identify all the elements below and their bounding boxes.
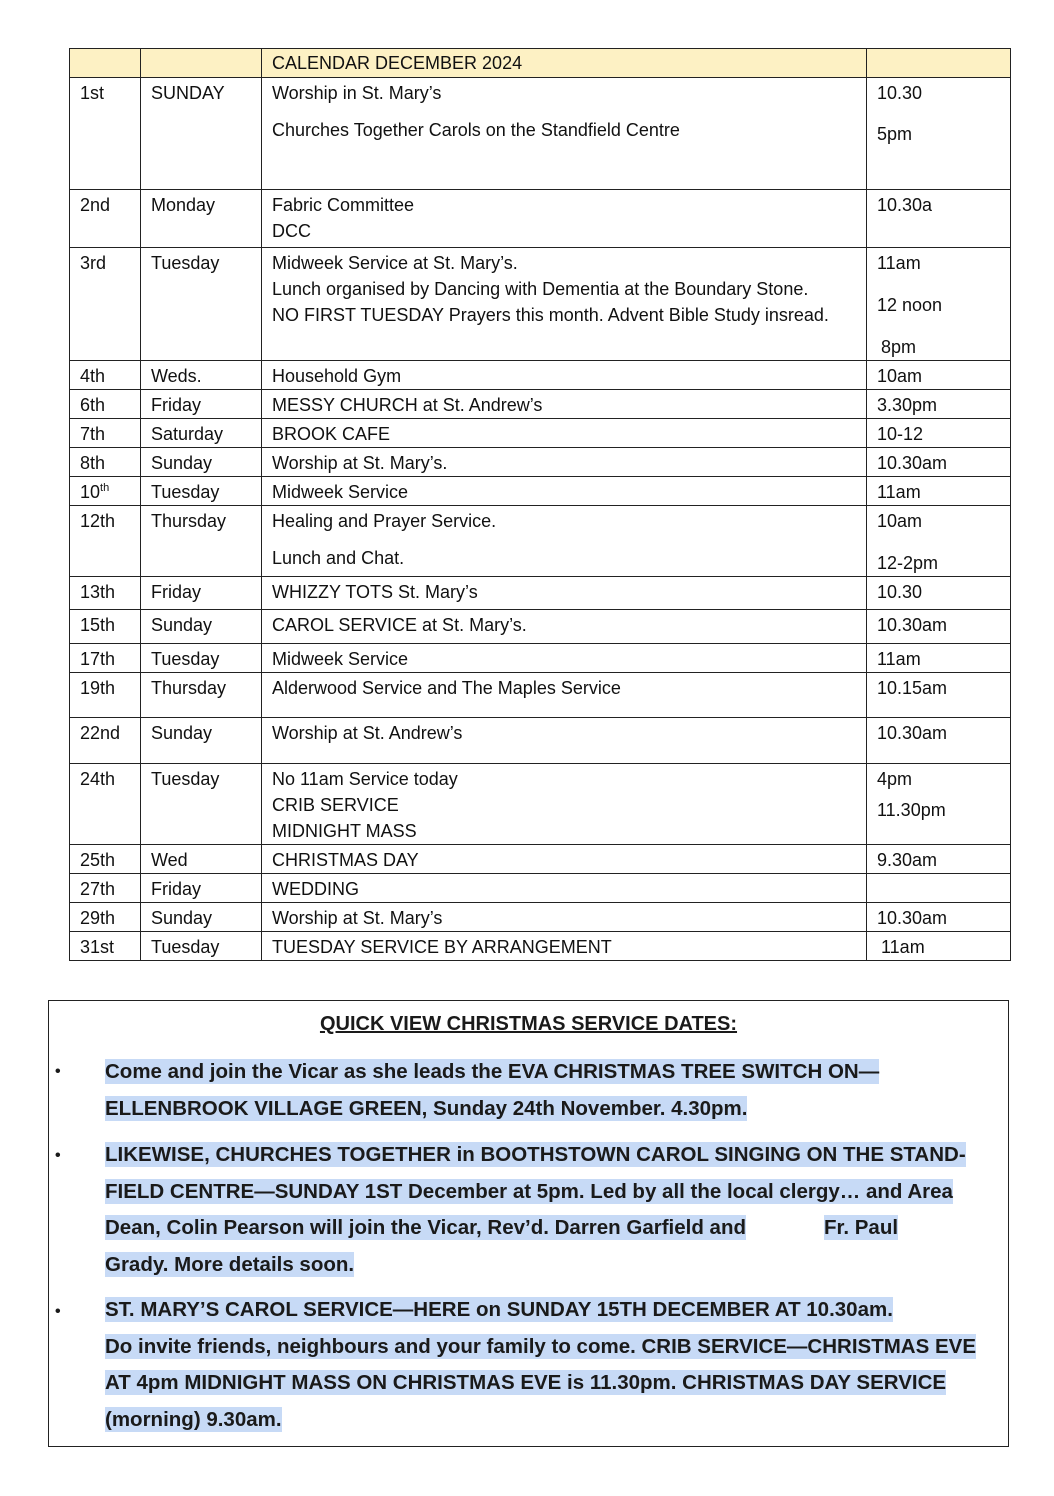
row-events (262, 190, 867, 248)
event-line: Fabric Committee (272, 195, 415, 215)
row-weekday: Friday (141, 577, 262, 610)
time-line: 4pm (877, 769, 913, 789)
row-events: CAROL SERVICE at St. Mary’s. (262, 610, 867, 644)
bullet-icon: • (55, 1303, 61, 1320)
calendar-header-row (70, 49, 1011, 78)
item-line: (morning) 9.30am. (105, 1407, 282, 1431)
quick-view-item-tree-switch-on (105, 1054, 1005, 1127)
row-day: 19th (70, 673, 141, 718)
table-row (70, 361, 1011, 390)
row-weekday: Tuesday (141, 932, 262, 961)
row-day-suffix: th (100, 482, 110, 494)
table-row (70, 903, 1011, 932)
row-day: 3rd (70, 248, 141, 361)
item-line: AT 4pm MIDNIGHT MASS ON CHRISTMAS EVE is 11.30pm. CHRISTMAS DAY SERVICE (105, 1371, 947, 1394)
row-weekday: Saturday (141, 419, 262, 448)
row-weekday: Thursday (141, 673, 262, 718)
row-day: 24th (70, 764, 141, 845)
row-day: 2nd (70, 190, 141, 248)
time-line: 11.30pm (877, 800, 946, 820)
row-events (262, 248, 867, 361)
item-line: LIKEWISE, CHURCHES TOGETHER in BOOTHSTOWN CAROL SINGING ON THE STAND- (105, 1143, 966, 1166)
event-line: CRIB SERVICE (272, 795, 399, 815)
row-times: 11am (867, 644, 1011, 673)
row-times: 11am (867, 477, 1011, 506)
item-line: Come and join the Vicar as she leads the EVA CHRISTMAS TREE SWITCH ON— (105, 1060, 880, 1083)
row-events: CHRISTMAS DAY (262, 845, 867, 874)
header-cell-day (70, 49, 141, 78)
table-row (70, 477, 1011, 506)
header-cell-weekday (141, 49, 262, 78)
row-day: 22nd (70, 718, 141, 764)
table-row (70, 673, 1011, 718)
event-line: Worship in St. Mary’s (272, 83, 442, 103)
event-line: NO FIRST TUESDAY Prayers this month. Advent Bible Study insread. (272, 305, 829, 325)
row-times: 3.30pm (867, 390, 1011, 419)
row-events: Worship at St. Mary’s. (262, 448, 867, 477)
event-line: Churches Together Carols on the Standfield Centre (272, 120, 680, 140)
item-line: ST. MARY’S CAROL SERVICE—HERE on SUNDAY 15TH DECEMBER AT 10.30am. (105, 1298, 893, 1321)
row-weekday: Thursday (141, 506, 262, 577)
row-times (867, 78, 1011, 190)
row-weekday: Sunday (141, 448, 262, 477)
row-day: 6th (70, 390, 141, 419)
row-day: 27th (70, 874, 141, 903)
table-row (70, 764, 1011, 845)
table-row (70, 874, 1011, 903)
row-day: 8th (70, 448, 141, 477)
row-weekday: Weds. (141, 361, 262, 390)
row-day: 1st (70, 78, 141, 190)
row-day: 31st (70, 932, 141, 961)
bullet-icon: • (55, 1147, 61, 1164)
row-times: 10.30am (867, 610, 1011, 644)
row-times: 10.30am (867, 718, 1011, 764)
table-row (70, 610, 1011, 644)
row-times: 10-12 (867, 419, 1011, 448)
row-events: TUESDAY SERVICE BY ARRANGEMENT (262, 932, 867, 961)
row-times: 10.15am (867, 673, 1011, 718)
row-day-number: 10 (80, 482, 101, 502)
row-weekday: Friday (141, 390, 262, 419)
row-times: 10.30am (867, 448, 1011, 477)
row-events (262, 506, 867, 577)
header-cell-time (867, 49, 1011, 78)
row-times (867, 874, 1011, 903)
table-row (70, 932, 1011, 961)
row-events: WHIZZY TOTS St. Mary’s (262, 577, 867, 610)
row-day (70, 477, 141, 506)
row-day: 4th (70, 361, 141, 390)
row-weekday: Monday (141, 190, 262, 248)
row-weekday: Tuesday (141, 764, 262, 845)
row-events: Midweek Service (262, 644, 867, 673)
row-events: Worship at St. Andrew’s (262, 718, 867, 764)
time-line: 10.30a (877, 195, 933, 215)
row-times: 10.30am (867, 903, 1011, 932)
time-line: 5pm (877, 124, 913, 144)
row-events: Alderwood Service and The Maples Service (262, 673, 867, 718)
table-row (70, 190, 1011, 248)
item-line: FIELD CENTRE—SUNDAY 1ST December at 5pm. Led by all the local clergy… and Area (105, 1179, 953, 1203)
calendar-title: CALENDAR DECEMBER 2024 (262, 49, 867, 78)
row-events: WEDDING (262, 874, 867, 903)
row-events: BROOK CAFE (262, 419, 867, 448)
table-row (70, 845, 1011, 874)
row-day: 15th (70, 610, 141, 644)
item-line: Dean, Colin Pearson will join the Vicar, Rev’d. Darren Garfield and (105, 1216, 746, 1239)
row-events: Worship at St. Mary’s (262, 903, 867, 932)
row-events (262, 764, 867, 845)
item-line: Grady. More details soon. (105, 1252, 355, 1276)
row-day: 7th (70, 419, 141, 448)
row-times: 10.30 (867, 577, 1011, 610)
row-weekday: Tuesday (141, 477, 262, 506)
row-times: 11am (867, 932, 1011, 961)
row-weekday: Sunday (141, 903, 262, 932)
row-events: Household Gym (262, 361, 867, 390)
quick-view-item-carol-singing (105, 1137, 1005, 1283)
table-row (70, 419, 1011, 448)
event-line: Midweek Service at St. Mary’s. (272, 253, 518, 273)
time-line: 10am (877, 511, 923, 531)
event-line: No 11am Service today (272, 769, 458, 789)
item-line: Fr. Paul (824, 1216, 899, 1239)
row-day: 25th (70, 845, 141, 874)
row-weekday: Tuesday (141, 644, 262, 673)
row-weekday: Friday (141, 874, 262, 903)
row-weekday: SUNDAY (141, 78, 262, 190)
row-times (867, 764, 1011, 845)
event-line: Healing and Prayer Service. (272, 511, 497, 531)
item-line: Do invite friends, neighbours and your family to come. CRIB SERVICE—CHRISTMAS EVE (105, 1334, 976, 1358)
table-row (70, 577, 1011, 610)
event-line: Lunch organised by Dancing with Dementia at the Boundary Stone. (272, 279, 809, 299)
row-times: 10am (867, 361, 1011, 390)
table-row (70, 448, 1011, 477)
quick-view-item-carol-service (105, 1292, 1005, 1438)
table-row (70, 718, 1011, 764)
table-row (70, 390, 1011, 419)
event-line: MIDNIGHT MASS (272, 821, 417, 841)
row-times (867, 506, 1011, 577)
time-line: 10.30 (877, 83, 923, 103)
row-weekday: Sunday (141, 610, 262, 644)
quick-view-title: QUICK VIEW CHRISTMAS SERVICE DATES: (319, 1013, 738, 1035)
quick-view-box (48, 1000, 1009, 1447)
row-events: Midweek Service (262, 477, 867, 506)
row-weekday: Wed (141, 845, 262, 874)
row-weekday: Sunday (141, 718, 262, 764)
time-line: 8pm (881, 337, 917, 357)
row-times: 9.30am (867, 845, 1011, 874)
calendar-table (69, 48, 1011, 961)
row-events (262, 78, 867, 190)
item-line: ELLENBROOK VILLAGE GREEN, Sunday 24th November. 4.30pm. (105, 1096, 748, 1120)
event-line: Lunch and Chat. (272, 548, 405, 568)
table-row (70, 506, 1011, 577)
event-line: DCC (272, 221, 311, 241)
table-row (70, 248, 1011, 361)
table-row (70, 78, 1011, 190)
table-row (70, 644, 1011, 673)
row-day: 17th (70, 644, 141, 673)
row-day: 12th (70, 506, 141, 577)
time-line: 11am (877, 253, 921, 273)
row-events: MESSY CHURCH at St. Andrew’s (262, 390, 867, 419)
time-line: 12-2pm (877, 553, 939, 573)
bullet-icon: • (55, 1063, 61, 1080)
row-times (867, 248, 1011, 361)
row-weekday: Tuesday (141, 248, 262, 361)
row-day: 13th (70, 577, 141, 610)
row-day: 29th (70, 903, 141, 932)
time-line: 12 noon (877, 295, 943, 315)
row-times (867, 190, 1011, 248)
